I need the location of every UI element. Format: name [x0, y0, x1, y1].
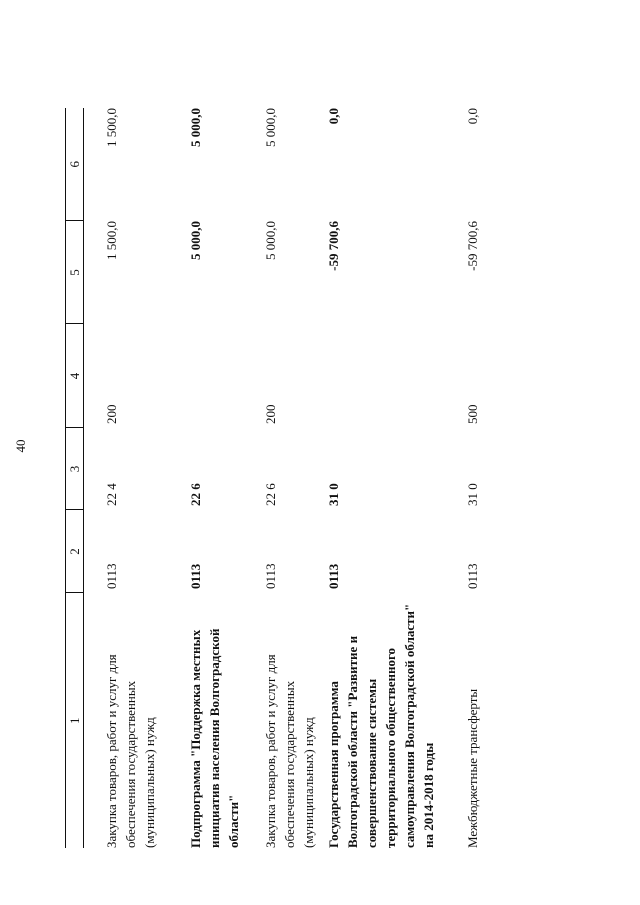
row-code: 0113 — [104, 563, 119, 589]
row-col5: 5 000,0 — [263, 221, 278, 260]
row-col4 — [318, 324, 438, 428]
row-col4: 500 — [465, 404, 480, 424]
row-col3: 22 6 — [263, 483, 278, 506]
row-col6: 5 000,0 — [188, 108, 203, 147]
table-row — [318, 108, 438, 848]
row-name: Межбюджетные трансферты — [465, 688, 480, 848]
table-row — [250, 108, 318, 848]
row-col5: -59 700,6 — [465, 221, 480, 271]
header-col-4: 4 — [66, 324, 84, 428]
row-col6: 0,0 — [326, 108, 341, 125]
header-col-6: 6 — [66, 108, 84, 221]
row-name: Закупка товаров, работ и услуг для обеспечения государственных (муниципальных) нужд — [263, 654, 316, 848]
row-col5: -59 700,6 — [326, 221, 341, 271]
row-col4: 200 — [104, 404, 119, 424]
header-col-2: 2 — [66, 510, 84, 593]
row-name: Государственная программа Волгоградской области "Развитие и совершенствование системы территориального общественного самоуправления Волгоградской области" на 2014-2018 годы — [326, 603, 436, 848]
header-col-5: 5 — [66, 221, 84, 324]
table-row — [175, 108, 250, 848]
row-col6: 1 500,0 — [104, 108, 119, 147]
row-col6: 5 000,0 — [263, 108, 278, 147]
header-col-3: 3 — [66, 428, 84, 510]
row-code: 0113 — [263, 563, 278, 589]
row-col5: 5 000,0 — [188, 221, 203, 260]
row-code: 0113 — [188, 563, 203, 589]
row-col3: 22 6 — [188, 483, 203, 506]
row-name: Подпрограмма "Поддержка местных инициатив населения Волгоградской области" — [188, 628, 241, 848]
row-col3: 22 4 — [104, 483, 119, 506]
row-code: 0113 — [465, 563, 480, 589]
header-row — [66, 108, 84, 848]
header-col-1: 1 — [66, 593, 84, 848]
row-col4 — [175, 324, 250, 428]
row-col5: 1 500,0 — [104, 221, 119, 260]
table-row — [84, 108, 176, 848]
row-code: 0113 — [326, 563, 341, 589]
row-col3: 31 0 — [326, 483, 341, 506]
row-col3: 31 0 — [465, 483, 480, 506]
rotated-table-container — [65, 108, 480, 848]
table-row — [438, 108, 503, 848]
row-name: Закупка товаров, работ и услуг для обеспечения государственных (муниципальных) нужд — [104, 654, 157, 848]
row-col6: 0,0 — [465, 108, 480, 125]
budget-table — [65, 108, 503, 848]
row-col4: 200 — [263, 404, 278, 424]
page-number: 40 — [13, 439, 28, 453]
